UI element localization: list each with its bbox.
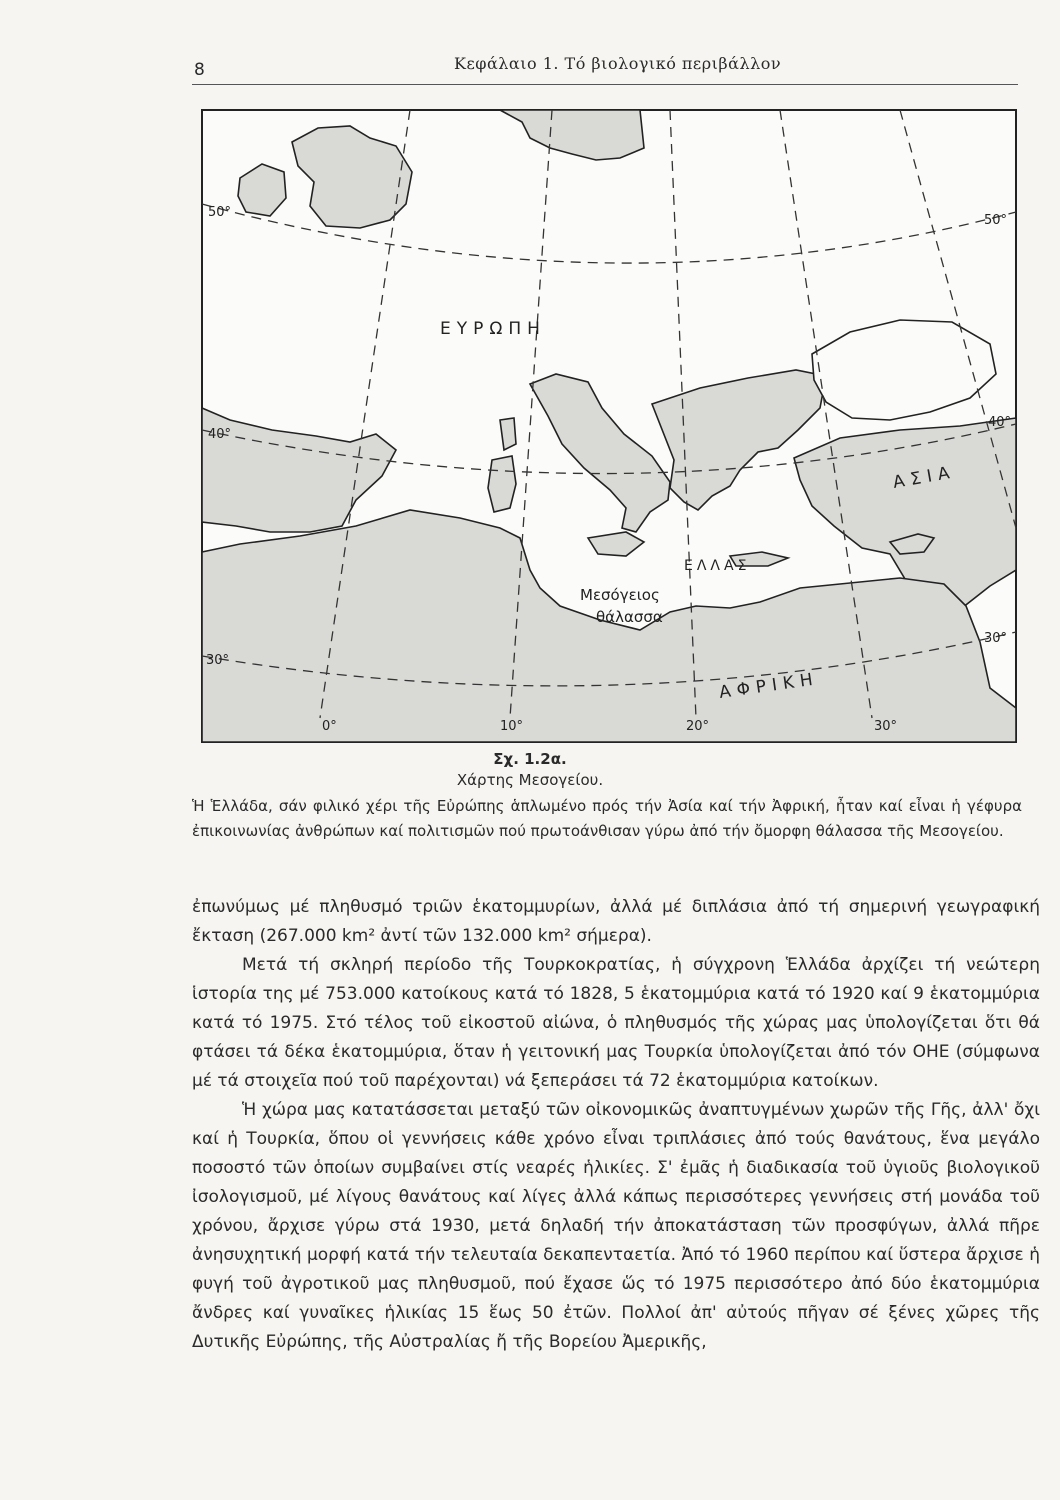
africa-label: ΑΦΡΙΚΗ xyxy=(717,669,820,703)
lon30-label: 30° xyxy=(874,719,898,734)
figure-title: Χάρτης Μεσογείου. xyxy=(456,771,604,789)
running-title: Κεφάλαιο 1. Τό βιολογικό περιβάλλον xyxy=(454,54,782,73)
body-text xyxy=(192,893,1040,1357)
sea-label-line2: θάλασσα xyxy=(596,608,663,626)
lat50-right-label: 50° xyxy=(984,213,1008,228)
figure-number: Σχ. 1.2α. xyxy=(493,750,567,768)
lon10-label: 10° xyxy=(500,719,524,734)
lat30-left-label: 30° xyxy=(206,653,230,668)
land-sardinia xyxy=(488,456,516,512)
paragraph-1: ἐπωνύμως μέ πληθυσμό τριῶν ἑκατομμυρίων, ἀλλά μέ διπλάσια ἀπό τή σημερινή γεωγραφική ἔκταση (267.000 km² ἀντί τῶν 132.000 km² σήμερα). xyxy=(192,897,1040,946)
europe-label: ΕΥΡΩΠΗ xyxy=(440,319,546,339)
figure-caption: Ἡ Ἑλλάδα, σάν φιλικό χέρι τῆς Εὐρώπης ἁπλωμένο πρός τήν Ἀσία καί τήν Ἀφρική, ἦταν καί εἶναι ἡ γέφυρα ἐπικοινωνίας ἀνθρώπων καί πολιτισμῶν πού πρωτοάνθισαν γύρω ἀπό τήν ὄμορφη θάλασσα τῆς Μεσογείου. xyxy=(192,797,1022,840)
lat30-right-label: 30° xyxy=(984,631,1008,646)
lat40-right-label: 40° xyxy=(988,415,1012,430)
mediterranean-map xyxy=(200,108,1018,744)
map-svg xyxy=(200,108,1018,744)
paragraph-2: Μετά τή σκληρή περίοδο τῆς Τουρκοκρατίας, ἡ σύγχρονη Ἑλλάδα ἀρχίζει τή νεώτερη ἱστορία της μέ 753.000 κατοίκους κατά τό 1828, 5 ἑκατομμύρια κατά τό 1920 καί 9 ἑκατομμύρια κατά τό 1975. Στό τέλος τοῦ εἰκοστοῦ αἰώνα, ὁ πληθυσμός τῆς χώρας μας ὑπολογίζεται ὅτι θά φτάσει τά δέκα ἑκατομμύρια, ὅταν ἡ γειτονική μας Τουρκία ὑπολογίζεται ἀπό τόν ΟΗΕ (σύμφωνα μέ τά στοιχεῖα πού τοῦ παρέχονται) νά ξεπεράσει τά 72 ἑκατομμύρια κατοίκων. xyxy=(192,955,1040,1091)
greece-label: ΕΛΛΑΣ xyxy=(684,558,751,574)
page-number: 8 xyxy=(194,60,205,80)
lat50-left-label: 50° xyxy=(208,205,232,220)
lon0-label: 0° xyxy=(322,719,337,734)
lat40-left-label: 40° xyxy=(208,427,232,442)
paragraph-3: Ἡ χώρα μας κατατάσσεται μεταξύ τῶν οἰκονομικῶς ἀναπτυγμένων χωρῶν τῆς Γῆς, ἀλλ' ὄχι καί ἡ Τουρκία, ὅπου οἱ γεννήσεις κάθε χρόνο εἶναι τριπλάσιες ἀπό τούς θανάτους, ἕνα μεγάλο ποσοστό τῶν ὁποίων συμβαίνει στίς νεαρές ἡλικίες. Σ' ἐμᾶς ἡ διαδικασία τοῦ ὑγιοῦς βιολογικοῦ ἰσολογισμοῦ, μέ λίγους θανάτους καί λίγες ἀλλά κάπως περισσότερες γεννήσεις στή μονάδα τοῦ χρόνου, ἄρχισε γύρω στά 1930, μετά δηλαδή τήν ἀποκατάσταση τῶν προσφύγων, ἀλλά πῆρε ἀνησυχητική μορφή κατά τήν τελευταία δεκαπενταετία. Ἀπό τό 1960 περίπου καί ὕστερα ἄρχισε ἡ φυγή τοῦ ἀγροτικοῦ μας πληθυσμοῦ, πού ἔχασε ὥς τό 1975 περισσότερο ἀπό δύο ἑκατομμύρια ἄνδρες καί γυναῖκες ἡλικίας 15 ἕως 50 ἐτῶν. Πολλοί ἀπ' αὐτούς πῆγαν σέ ξένες χῶρες τῆς Δυτικῆς Εὐρώπης, τῆς Αὐστραλίας ἤ τῆς Βορείου Ἀμερικῆς, xyxy=(192,1100,1040,1352)
lon20-label: 20° xyxy=(686,719,710,734)
asia-label: ΑΣΙΑ xyxy=(891,462,957,493)
sea-label-line1: Μεσόγειος xyxy=(580,586,660,604)
page-header xyxy=(192,50,1018,85)
